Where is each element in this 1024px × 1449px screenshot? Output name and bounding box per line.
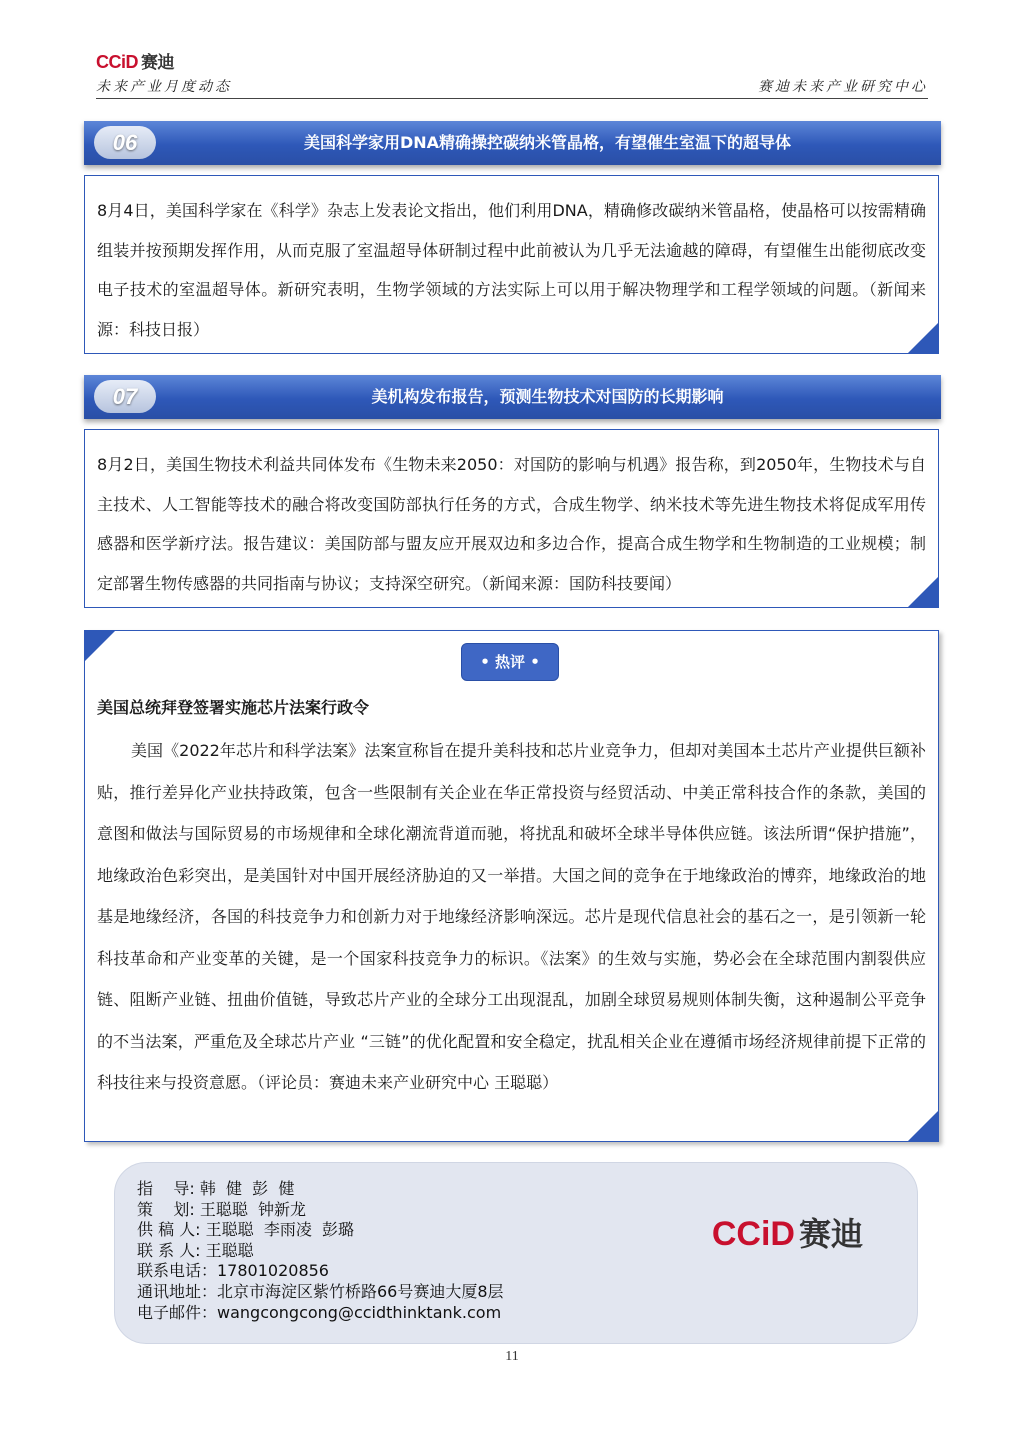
contact-line-phone: 联系电话：17801020856 <box>137 1261 329 1281</box>
header-divider <box>96 98 928 99</box>
review-badge: • 热评 • <box>461 643 559 681</box>
review-title: 美国总统拜登签署实施芯片法案行政令 <box>97 698 370 717</box>
news-banner-06 <box>84 121 941 165</box>
ccid-logo <box>96 48 174 73</box>
corner-decoration <box>907 576 939 608</box>
news-body: 8月2日，美国生物技术利益共同体发布《生物未来2050：对国防的影响与机遇》报告称，到2050年，生物技术与自主技术、人工智能等技术的融合将改变国防部执行任务的方式，合成生物学、纳米技术等先进生物技术将促成军用传感器和医学新疗法。报告建议：美国防部与盟友应开展双边和多边合作，提高合成生物学和生物制造的工业规模；制定部署生物传感器的共同指南与协议；支持深空研究。（新闻来源：国防科技要闻） <box>97 455 926 593</box>
logo-text-en: CCiD <box>711 1215 795 1253</box>
news-title: 美机构发布报告，预测生物技术对国防的长期影响 <box>371 387 724 406</box>
news-number: 07 <box>94 380 156 413</box>
news-title: 美国科学家用DNA精确操控碳纳米管晶格，有望催生室温下的超导体 <box>303 133 792 152</box>
contact-info <box>137 1179 504 1323</box>
footer-ccid-logo <box>712 1209 863 1255</box>
page-number: 11 <box>505 1349 519 1364</box>
header-organization: 赛迪未来产业研究中心 <box>758 79 928 95</box>
header-publication-name: 未来产业月度动态 <box>96 79 232 95</box>
contact-line-advisor: 指 导: 韩 健 彭 健 <box>137 1179 295 1198</box>
contact-footer <box>114 1162 918 1344</box>
contact-line-email: 电子邮件：wangcongcong@ccidthinktank.com <box>137 1302 502 1322</box>
logo-text-cn: 赛迪 <box>141 53 174 73</box>
contact-line-address: 通讯地址：北京市海淀区紫竹桥路66号赛迪大厦8层 <box>137 1281 504 1301</box>
logo-text-cn: 赛迪 <box>798 1215 863 1253</box>
news-box-07 <box>84 429 939 608</box>
contact-line-contact: 联 系 人: 王聪聪 <box>137 1240 254 1260</box>
page-header <box>96 48 928 98</box>
review-box <box>84 630 939 1142</box>
review-body: 美国《2022年芯片和科学法案》法案宣称旨在提升美科技和芯片业竞争力，但却对美国本土芯片产业提供巨额补贴，推行差异化产业扶持政策，包含一些限制有关企业在华正常投资与经贸活动、中美正常科技合作的条款，美国的意图和做法与国际贸易的市场规律和全球化潮流背道而驰，将扰乱和破坏全球半导体供应链。该法所谓“保护措施”，地缘政治色彩突出，是美国针对中国开展经济胁迫的又一举措。大国之间的竞争在于地缘政治的博弈，地缘政治的地基是地缘经济，各国的科技竞争力和创新力对于地缘经济影响深远。芯片是现代信息社会的基石之一，是引领新一轮科技革命和产业变革的关键，是一个国家科技竞争力的标识。《法案》的生效与实施，势必会在全球范围内割裂供应链、阻断产业链、扭曲价值链，导致芯片产业的全球分工出现混乱，加剧全球贸易规则体制失衡，这种遏制公平竞争的不当法案，严重危及全球芯片产业 “三链”的优化配置和安全稳定，扰乱相关企业在遵循市场经济规律前提下正常的科技往来与投资意愿。（评论员：赛迪未来产业研究中心 王聪聪） <box>97 741 926 1092</box>
news-body: 8月4日，美国科学家在《科学》杂志上发表论文指出，他们利用DNA，精确修改碳纳米管晶格，使晶格可以按需精确组装并按预期发挥作用，从而克服了室温超导体研制过程中此前被认为几乎无法逾越的障碍，有望催生出能彻底改变电子技术的室温超导体。新研究表明，生物学领域的方法实际上可以用于解决物理学和工程学领域的问题。（新闻来源：科技日报） <box>97 201 926 339</box>
corner-decoration <box>907 1110 939 1142</box>
news-banner-07 <box>84 375 941 419</box>
news-box-06 <box>84 175 939 354</box>
corner-decoration <box>84 630 116 662</box>
contact-line-contributors: 供 稿 人: 王聪聪 李雨凌 彭璐 <box>137 1220 354 1240</box>
news-number: 06 <box>94 126 156 159</box>
contact-line-planner: 策 划: 王聪聪 钟新龙 <box>137 1199 306 1219</box>
corner-decoration <box>907 322 939 354</box>
logo-text-en: CCiD <box>96 52 138 72</box>
